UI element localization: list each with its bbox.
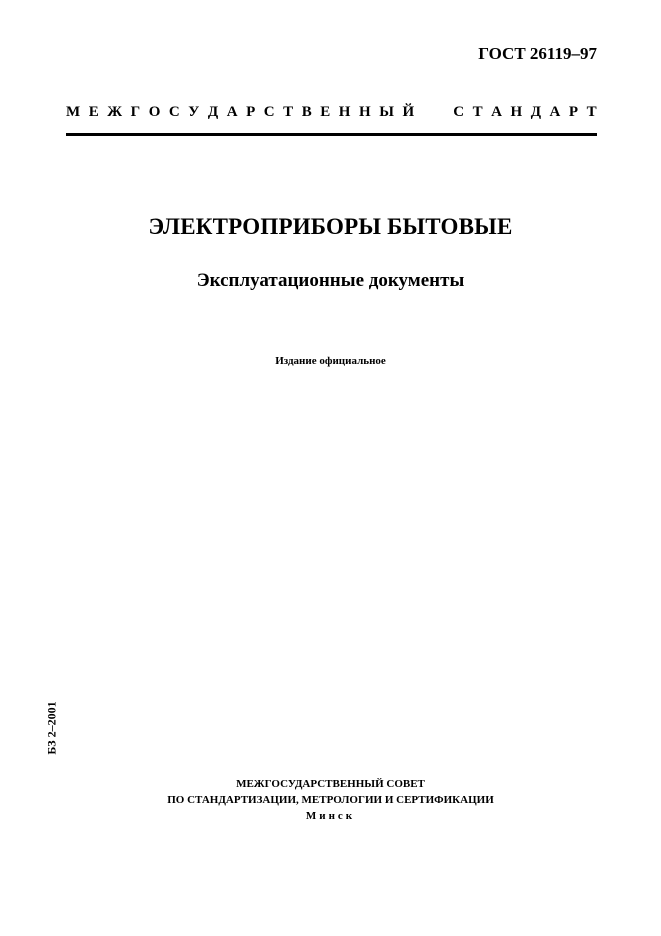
standard-type-letter: У bbox=[188, 104, 200, 120]
publisher-line-1: МЕЖГОСУДАРСТВЕННЫЙ СОВЕТ bbox=[236, 778, 425, 790]
standard-type-letter: Н bbox=[358, 104, 371, 120]
header-divider bbox=[66, 133, 597, 136]
document-subtitle: Эксплуатационные документы bbox=[196, 270, 465, 291]
standard-type-letter: А bbox=[226, 104, 238, 120]
publisher-city: Минск bbox=[305, 810, 356, 822]
standard-type-letter: А bbox=[549, 104, 561, 120]
document-title: ЭЛЕКТРОПРИБОРЫ БЫТОВЫЕ bbox=[148, 214, 513, 239]
standard-type-letter: С bbox=[168, 104, 180, 120]
standard-type-letter: А bbox=[491, 104, 502, 120]
standard-type-letter: Г bbox=[130, 104, 141, 120]
side-code: БЗ 2–2001 bbox=[44, 701, 59, 755]
document-number: ГОСТ 26119–97 bbox=[478, 44, 597, 63]
standard-type-letter: Е bbox=[88, 104, 99, 120]
standard-type-letter: Т bbox=[586, 104, 597, 120]
standard-type-letter: Д bbox=[530, 104, 542, 120]
standard-type-letter: Т bbox=[472, 104, 483, 120]
publisher-line-2: ПО СТАНДАРТИЗАЦИИ, МЕТРОЛОГИИ И СЕРТИФИКАЦИИ bbox=[167, 794, 494, 806]
publisher-block bbox=[0, 776, 661, 824]
standard-type-letter: С bbox=[263, 104, 275, 120]
standard-type-letter: Ж bbox=[107, 104, 123, 120]
standard-type-letter: М bbox=[66, 104, 81, 120]
standard-type-letter: С bbox=[453, 104, 465, 120]
standard-type-word-gap bbox=[423, 104, 445, 121]
standard-type-letter: О bbox=[148, 104, 161, 120]
standard-type-letter: Н bbox=[510, 104, 523, 120]
standard-type-letter: Й bbox=[402, 104, 415, 120]
standard-type-letter: Ы bbox=[379, 104, 394, 120]
standard-type-letter: Н bbox=[338, 104, 351, 120]
standard-type-letter: Е bbox=[320, 104, 331, 120]
standard-type-letter: Т bbox=[283, 104, 294, 120]
standard-type-letter: В bbox=[301, 104, 312, 120]
edition-label: Издание официальное bbox=[275, 355, 386, 367]
standard-type-heading bbox=[66, 104, 597, 121]
standard-type-letter: Д bbox=[207, 104, 219, 120]
standard-type-letter: Р bbox=[568, 104, 579, 120]
standard-type-letter: Р bbox=[246, 104, 256, 120]
